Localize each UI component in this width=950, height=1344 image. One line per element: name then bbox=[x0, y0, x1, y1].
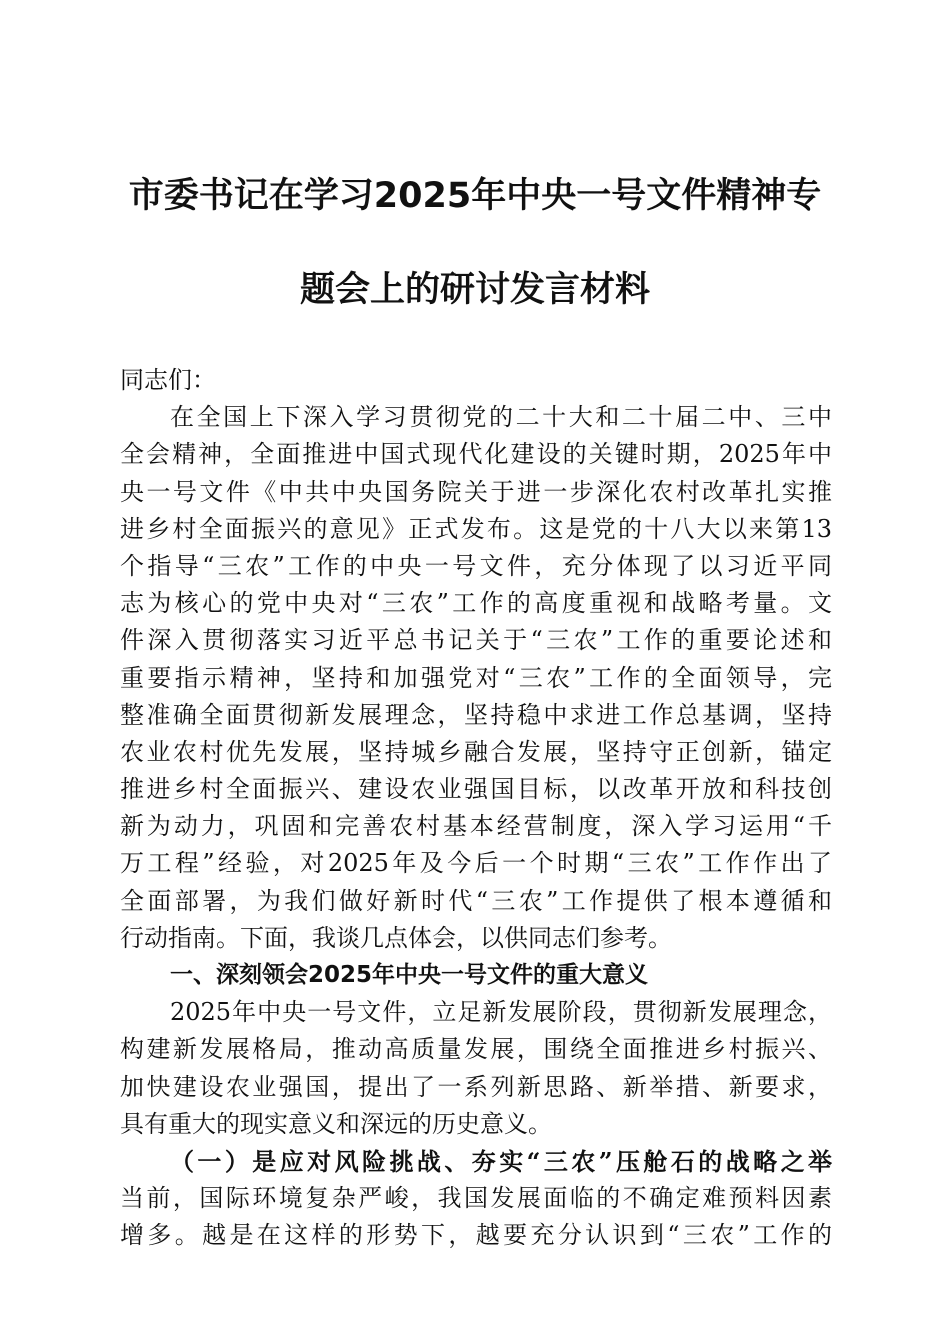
salutation: 同志们： bbox=[120, 366, 216, 394]
paragraph-1-line: 件深入贯彻落实习近平总书记关于“三农”工作的重要论述和 bbox=[120, 626, 832, 655]
paragraph-1-line: 重要指示精神，坚持和加强党对“三农”工作的全面领导，完 bbox=[120, 663, 832, 692]
paragraph-2-line: 加快建设农业强国，提出了一系列新思路、新举措、新要求， bbox=[120, 1072, 832, 1101]
paragraph-1-line: 央一号文件《中共中央国务院关于进一步深化农村改革扎实推 bbox=[120, 477, 832, 506]
document-body bbox=[120, 362, 832, 1255]
paragraph-1-line: 全会精神，全面推进中国式现代化建设的关键时期，2025年中 bbox=[120, 440, 832, 469]
paragraph-1-line: 整准确全面贯彻新发展理念，坚持稳中求进工作总基调，坚持 bbox=[120, 700, 832, 729]
paragraph-3-line: 当前，国际环境复杂严峻，我国发展面临的不确定难预料因素 bbox=[120, 1184, 832, 1213]
paragraph-1-line: 志为核心的党中央对“三农”工作的高度重视和战略考量。文 bbox=[120, 589, 832, 618]
paragraph-2-line: 2025年中央一号文件，立足新发展阶段，贯彻新发展理念， bbox=[170, 998, 832, 1027]
paragraph-1-line: 进乡村全面振兴的意见》正式发布。这是党的十八大以来第13 bbox=[120, 514, 832, 543]
paragraph-2-line: 构建新发展格局，推动高质量发展，围绕全面推进乡村振兴、 bbox=[120, 1035, 832, 1064]
document-title-line-2: 题会上的研讨发言材料 bbox=[299, 270, 650, 310]
document-title-line-1: 市委书记在学习2025年中央一号文件精神专 bbox=[128, 176, 822, 216]
paragraph-1-line: 新为动力，巩固和完善农村基本经营制度，深入学习运用“千 bbox=[120, 812, 832, 841]
paragraph-1-line: 全面部署，为我们做好新时代“三农”工作提供了根本遵循和 bbox=[120, 886, 832, 915]
paragraph-1-line: 万工程”经验，对2025年及今后一个时期“三农”工作作出了 bbox=[120, 849, 832, 878]
paragraph-1-line: 个指导“三农”工作的中央一号文件，充分体现了以习近平同 bbox=[120, 551, 832, 580]
paragraph-1-line: 行动指南。下面，我谈几点体会，以供同志们参考。 bbox=[120, 923, 672, 952]
paragraph-3-line: 增多。越是在这样的形势下，越要充分认识到“三农”工作的 bbox=[120, 1221, 832, 1250]
subheading-1: （一）是应对风险挑战、夯实“三农”压舱石的战略之举 bbox=[170, 1146, 832, 1176]
paragraph-1-line: 农业农村优先发展，坚持城乡融合发展，坚持守正创新，锚定 bbox=[120, 737, 832, 766]
paragraph-1-line: 推进乡村全面振兴、建设农业强国目标，以改革开放和科技创 bbox=[120, 775, 832, 804]
section-heading-1: 一、深刻领会2025年中央一号文件的重大意义 bbox=[170, 962, 649, 988]
paragraph-2-line: 具有重大的现实意义和深远的历史意义。 bbox=[120, 1109, 552, 1138]
paragraph-1-line: 在全国上下深入学习贯彻党的二十大和二十届二中、三中 bbox=[170, 403, 832, 432]
